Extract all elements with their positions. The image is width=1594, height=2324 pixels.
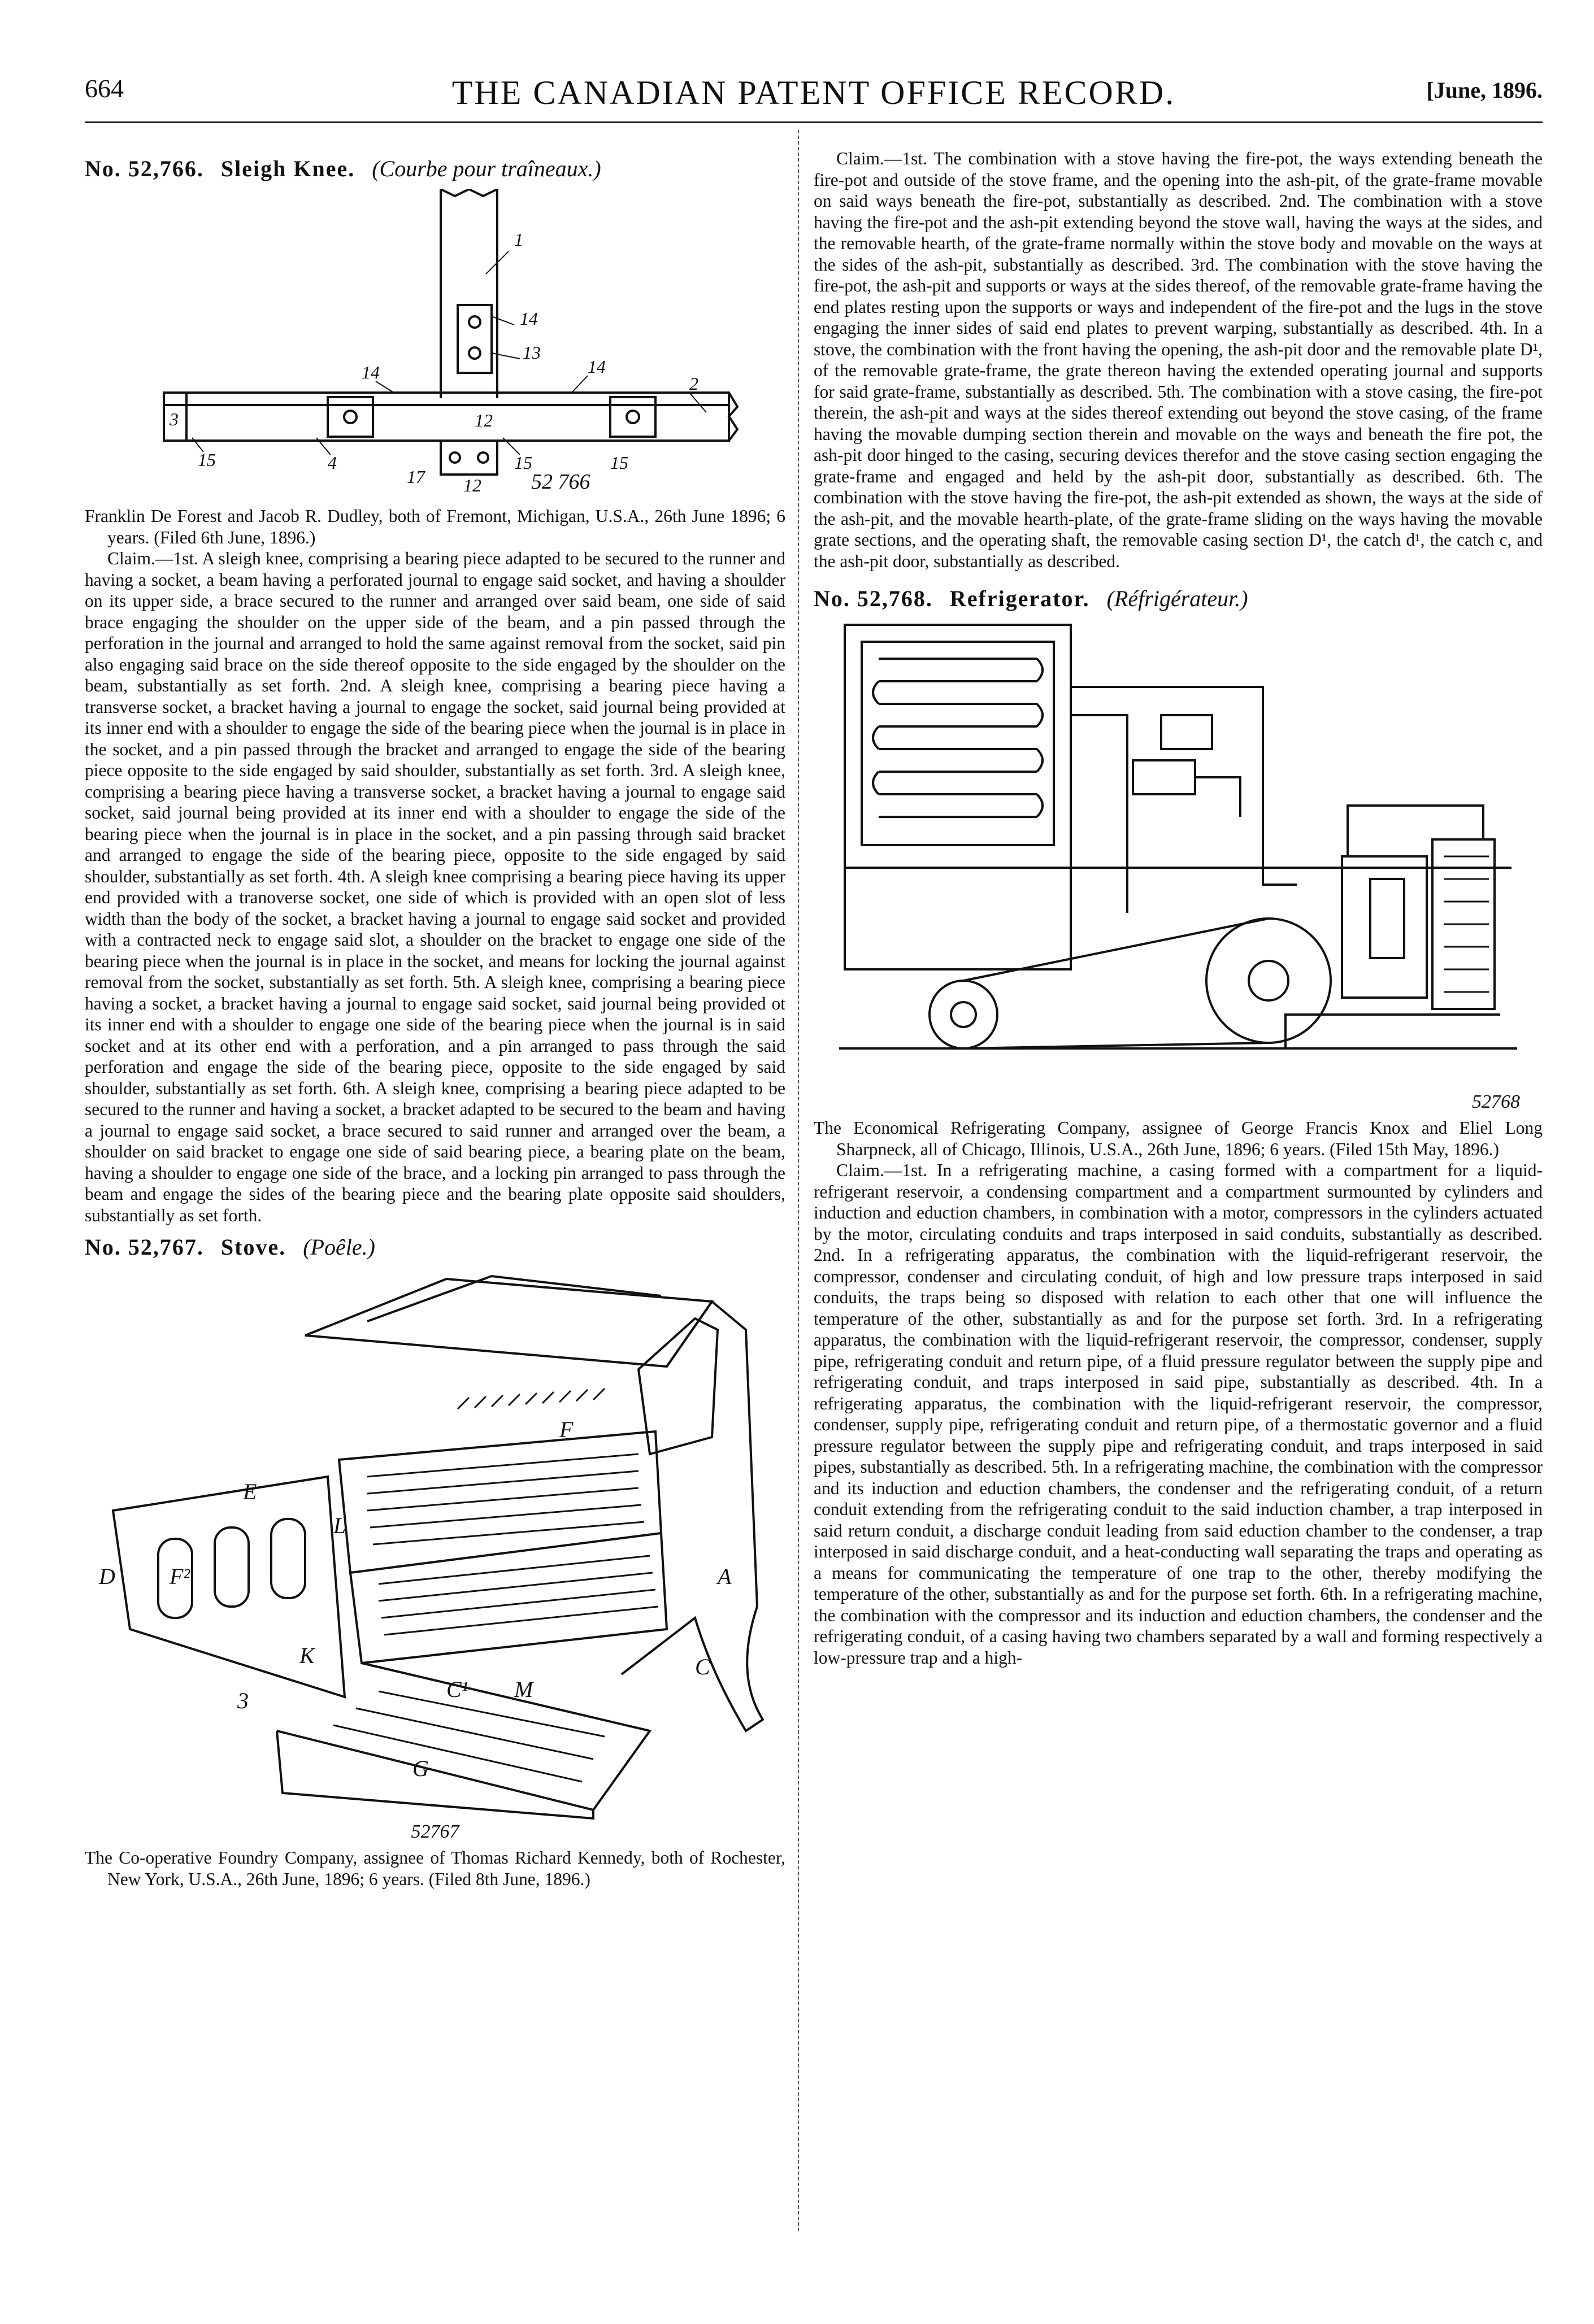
- stove-label-C1: C¹: [446, 1677, 468, 1702]
- refrigerator-figure-number: 52768: [1472, 1091, 1520, 1112]
- sleigh-label-4: 4: [328, 452, 337, 473]
- stove-label-A: A: [718, 1564, 732, 1589]
- stove-drawing: [96, 1268, 774, 1821]
- sleigh-label-1: 1: [514, 229, 523, 250]
- journal-title: THE CANADIAN PATENT OFFICE RECORD.: [451, 74, 1176, 111]
- issue-date: [June, 1896.: [1426, 77, 1543, 103]
- sleigh-label-2: 2: [689, 373, 698, 394]
- stove-figure: [96, 1268, 774, 1821]
- sleigh-knee-figure: [124, 189, 746, 500]
- sleigh-label-15c: 15: [610, 452, 628, 473]
- patent-767-heading: [85, 1234, 785, 1261]
- patent-768-applicant: The Economical Refrigerating Company, assignee of George Francis Knox and Eliel Long Sharpneck, all of Chicago, Illinois, U.S.A., 26th June, 1896; 6 years. (Filed 15th May, 1896.): [814, 1118, 1543, 1159]
- stove-figure-number: 52767: [411, 1821, 459, 1842]
- page-number: 664: [85, 74, 124, 103]
- patent-766-title: Sleigh Knee.: [220, 156, 355, 181]
- sleigh-label-17: 17: [407, 467, 425, 487]
- stove-claims: Claim.—1st. The combination with a stove having the fire-pot, the ways extending beneath the fire-pot and outside of the stove frame, and the opening into the ash-pit, of the grate-frame movable on said ways beneath the fire-pot, substantially as described. 2nd. The combination with a stove having the fire-pot and the ash-pit extending beyond the stove wall, having the ways at the sides, and the removable hearth, of the grate-frame normally within the stove body and movable on the ways at the sides of the ash-pit, substantially as described. 3rd. The combination with the stove having the fire-pot, the ash-pit and supports or ways at the sides thereof, of the removable grate-frame having the end plates resting upon the supports or ways and independent of the fire-pot and the lugs in the stove engaging the inner sides of said end plates to prevent warping, substantially as described. 4th. In a stove, the combination with the front having the opening, the ash-pit door and the removable plate D¹, of the removable grate-frame, the grate thereon having the extended operating journal and supports for said grate-frame, substantially as described. 5th. The combination with a stove casing, the fire-pot therein, the ash-pit and ways at the sides thereof extending out beyond the stove casing, of the frame having the movable dumping section therein and movable on the ways and beneath the fire pot, the ash-pit door hinged to the casing, securing devices therefor and the stove casing section engaging the grate-frame and engaged and held by the ash-pit door, substantially as described. 6th. The combination with the stove having the fire-pot, the ash-pit extended as shown, the ways at the side of the ash-pit, and the movable hearth-plate, of the grate-frame sliding on the ways having the movable grate sections, and the operating shaft, the removable casing section D¹, the catch d¹, the catch c, and the ash-pit door, substantially as described.: [814, 149, 1543, 571]
- stove-label-3: 3: [237, 1688, 249, 1713]
- column-separator: [798, 130, 799, 2231]
- stove-label-L: L: [333, 1513, 346, 1538]
- sleigh-label-12b: 12: [463, 475, 481, 495]
- sleigh-label-13: 13: [523, 342, 541, 363]
- stove-label-G: G: [412, 1756, 429, 1781]
- stove-label-F2: F²: [170, 1564, 190, 1589]
- patent-768-heading: [814, 585, 1543, 612]
- sleigh-label-14c: 14: [588, 356, 606, 377]
- patent-768-claims: Claim.—1st. In a refrigerating machine, a casing formed with a compartment for a liquid-refrigerant reservoir, a condensing compartment and a compartment surmounted by cylinders and induction and eduction chambers, in combination with a motor, compressors in the cylinders actuated by the motor, circulating conduits and traps interposed in said conduits, substantially as described. 2nd. In a refrigerating apparatus, the combination with the liquid-refrigerant reservoir, the compressor, condenser and circulating conduit, of high and low pressure traps interposed in said conduits, the traps being so disposed with relation to each other that one will influence the temperature of the other, substantially as and for the purpose set forth. 3rd. In a refrigerating apparatus, the combination with the liquid-refrigerant reservoir, the compressor, condenser, supply pipe, refrigerating conduit and return pipe, of a fluid pressure regulator between the supply pipe and refrigerating conduit, and traps interposed in said pipe, substantially as described. 4th. In a refrigerating apparatus, the combination with the liquid-refrigerant reservoir, the compressor, condenser, supply pipe, refrigerating conduit and return pipe, of a thermostatic governor and a fluid pressure regulator between the supply pipe and refrigerating conduit, and traps interposed in said pipes, substantially as described. 5th. In a refrigerating machine, the combination with the compressor and its induction and eduction chambers, the condenser and the refrigerating conduit, of a return conduit extending from the refrigerating conduit to the said induction chamber, a trap interposed in said return conduit, a discharge conduit leading from said eduction chamber to the condenser, a trap interposed in said discharge conduit, and a heat-conducting wall separating the traps and operating as a means for communicating the temperature of one trap to the other, thereby modifying the temperature of the other, substantially as and for the purpose set forth. 6th. In a refrigerating machine, the combination with the compressor and its induction and eduction chambers, the condenser and the refrigerating conduit, of a casing having two chambers separated by a wall and forming respectively a low-pressure trap and a high-: [814, 1160, 1543, 1668]
- sleigh-label-14a: 14: [520, 308, 538, 329]
- left-column: [85, 155, 785, 1890]
- sleigh-knee-drawing: [124, 189, 746, 500]
- stove-label-D: D: [99, 1564, 115, 1589]
- refrigerator-figure: [833, 619, 1523, 1094]
- right-column: [814, 148, 1543, 1668]
- sleigh-label-3: 3: [170, 409, 179, 429]
- refrigerator-drawing: [833, 619, 1523, 1094]
- stove-label-M: M: [514, 1677, 533, 1702]
- header-rule: [85, 121, 1543, 123]
- patent-767-title: Stove.: [220, 1234, 286, 1260]
- stove-label-F: F: [559, 1417, 574, 1442]
- patent-768-french-title: (Réfrigérateur.): [1106, 586, 1248, 611]
- sleigh-label-14b: 14: [362, 362, 380, 382]
- patent-766-number: No. 52,766.: [85, 156, 204, 181]
- sleigh-label-15a: 15: [198, 450, 216, 470]
- patent-767-applicant: The Co-operative Foundry Company, assignee of Thomas Richard Kennedy, both of Rochester, New York, U.S.A., 26th June, 1896; 6 years. (Filed 8th June, 1896.): [85, 1848, 785, 1889]
- stove-label-E: E: [243, 1479, 257, 1504]
- patent-766-heading: [85, 155, 785, 182]
- patent-766-applicant: Franklin De Forest and Jacob R. Dudley, both of Fremont, Michigan, U.S.A., 26th June 1896; 6 years. (Filed 6th June, 1896.): [85, 506, 785, 547]
- patent-767-french-title: (Poêle.): [303, 1234, 375, 1260]
- patent-768-title: Refrigerator.: [949, 586, 1090, 611]
- sleigh-figure-number: 52 766: [531, 470, 590, 494]
- stove-label-C: C: [695, 1654, 710, 1679]
- patent-767-number: No. 52,767.: [85, 1234, 204, 1260]
- stove-label-K: K: [299, 1643, 315, 1668]
- page-header: [85, 73, 1543, 113]
- patent-766-claims: Claim.—1st. A sleigh knee, comprising a bearing piece adapted to be secured to the runner and having a socket, a beam having a perforated journal to engage said socket, and having a shoulder on its upper side, a brace secured to the runner and arranged over said beam, one side of said brace engaging the shoulder on the upper side of the beam, and a pin passed through the perforation in the journal and arranged to hold the same against removal from the socket, said pin also engaging said brace on the side thereof opposite to the side engaged by the shoulder on the beam, substantially as set forth. 2nd. A sleigh knee, comprising a bearing piece having a transverse socket, a bracket having a journal to engage the socket, said journal being provided at its inner end with a shoulder to engage the side of the bearing piece when the journal is in place in the socket, and a pin passed through the bracket and arranged to engage the side of the bearing piece opposite to the side engaged by said shoulder, substantially as set forth. 3rd. A sleigh knee, comprising a bearing piece having a transverse socket, a bracket having a journal to engage said socket, said journal being provided at its inner end with a shoulder to engage the side of the bearing piece when the journal is in place in the socket, and a pin passing through said bracket and arranged to engage the side of the bearing piece, opposite to the side engaged by said shoulder, substantially as set forth. 4th. A sleigh knee comprising a bearing piece having its upper end provided with a tranoverse socket, one side of which is provided with an open slot of less width than the body of the socket, a bracket having a journal to engage said socket and provided with a contracted neck to engage said slot, a shoulder on the bracket to engage one side of the bearing piece when the journal is in place in the socket, and means for locking the journal against removal from the socket, substantially as set forth. 5th. A sleigh knee, comprising a bearing piece having a socket, a bracket having a journal to engage said socket, said journal being provided ot its inner end with a shoulder to engage one side of the bearing piece when the journal is in said socket and at its other end with a perforation, and a pin arranged to pass through the said perforation and engage the side of the bearing piece, opposite to the side engaged by said shoulder, substantially as set forth. 6th. A sleigh knee, comprising a bearing piece adapted to be secured to the runner and having a socket, a bracket adapted to be secured to the beam and having a journal to engage said socket, a brace secured to said runner and arranged over the beam, a shoulder on said bracket to engage one side of said bearing piece, a bearing plate on the beam, having a shoulder to engage one side of the brace, and a locking pin arranged to pass through the beam and engage the sides of the bearing piece and the bearing plate opposite said shoulders, substantially as set forth.: [85, 549, 785, 1225]
- sleigh-label-12: 12: [475, 410, 493, 430]
- patent-766-french-title: (Courbe pour traîneaux.): [372, 156, 601, 181]
- patent-768-number: No. 52,768.: [814, 586, 933, 611]
- sleigh-label-15b: 15: [514, 452, 532, 473]
